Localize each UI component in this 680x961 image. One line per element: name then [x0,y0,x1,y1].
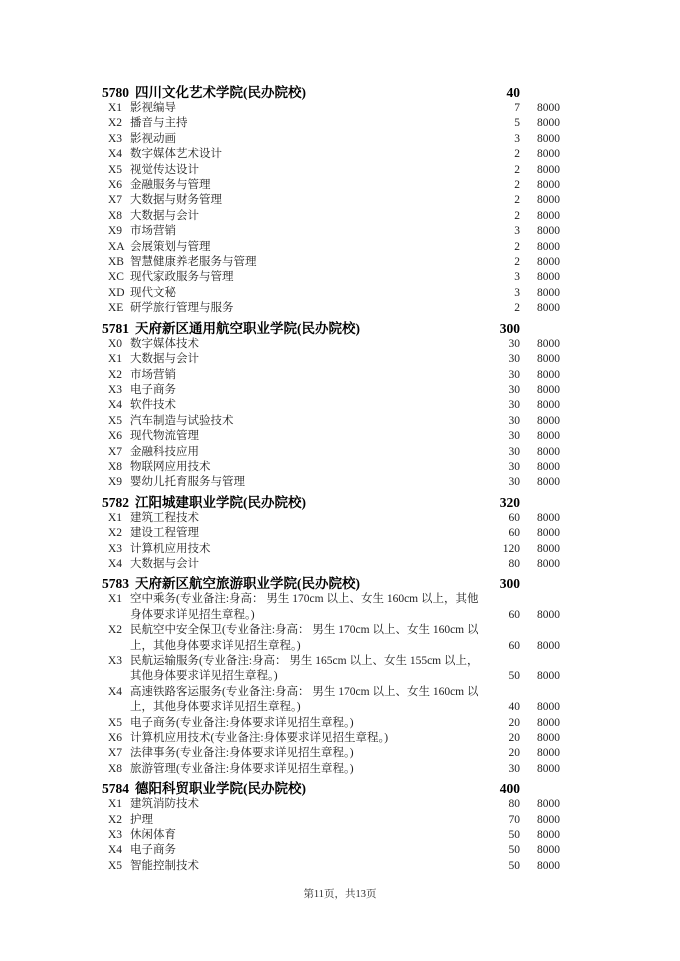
course-row [102,368,560,383]
course-row [102,557,560,572]
course-row [102,414,560,429]
course-name: 民航空中安全保卫(专业备注:身高： 男生 170cm 以上、女生 160cm 以上，其他身体要求详见招生章程。) [130,624,479,652]
course-fee: 8000 [537,271,560,284]
section-code: 5784 [102,781,129,797]
course-name: 智能控制技术 [130,859,199,872]
course-code: X8 [108,762,123,775]
course-count: 30 [508,762,520,775]
course-row [102,286,560,301]
course-row [102,746,560,761]
course-count: 80 [508,798,520,811]
course-code: X1 [108,511,123,524]
course-code: X2 [108,368,123,381]
course-fee: 8000 [537,383,560,396]
course-fee: 8000 [537,368,560,381]
course-name: 计算机应用技术(专业备注:身体要求详见招生章程。) [130,732,389,745]
course-code: X3 [108,655,123,667]
course-name: 市场营销 [130,225,176,238]
course-fee: 8000 [537,747,560,760]
course-row [102,352,560,367]
course-code: X6 [108,179,123,192]
course-fee: 8000 [537,542,560,555]
course-code: X1 [108,593,123,606]
course-row [102,116,560,131]
section-name: 德阳科贸职业学院(民办院校) [135,781,306,797]
course-count: 60 [508,511,520,524]
course-row [102,101,560,116]
course-code: X6 [108,430,123,443]
course-row [102,511,560,526]
course-name: 建设工程管理 [130,527,199,540]
section-header-row [102,494,560,511]
section-code: 5783 [102,576,129,592]
course-name: 计算机应用技术 [130,542,211,555]
course-code: X3 [108,542,123,555]
course-count: 30 [508,414,520,427]
course-name: 婴幼儿托育服务与管理 [130,476,245,489]
course-code: XE [108,302,124,315]
course-name: 会展策划与管理 [130,240,211,253]
course-count: 3 [514,132,520,145]
course-count: 2 [514,302,520,315]
page-footer: 第11页，共13页 [303,889,377,900]
course-count: 20 [508,716,520,729]
course-fee: 8000 [537,527,560,540]
course-row [102,813,560,828]
course-name: 大数据与财务管理 [130,194,222,207]
course-fee: 8000 [537,353,560,366]
course-code: X6 [108,732,123,745]
course-row [102,762,560,777]
course-row [102,147,560,162]
course-row [102,731,560,746]
course-code: X3 [108,383,123,396]
section-code: 5781 [102,320,129,336]
course-name: 影视编导 [130,102,176,114]
course-name: 智慧健康养老服务与管理 [130,256,257,269]
course-count: 30 [508,383,520,396]
course-code: X9 [108,225,123,238]
course-row [102,797,560,812]
course-count: 2 [514,148,520,161]
course-count: 30 [508,430,520,443]
course-count: 2 [514,209,520,222]
course-fee: 8000 [537,209,560,222]
course-fee: 8000 [537,639,560,652]
course-count: 120 [502,542,520,555]
course-count: 70 [508,813,520,826]
course-count: 50 [508,829,520,842]
course-count: 20 [508,732,520,745]
section-header-row [102,575,560,592]
course-fee: 8000 [537,511,560,524]
course-name: 空中乘务(专业备注:身高： 男生 170cm 以上、女生 160cm 以上，其他身体要求详见招生章程。) [130,593,479,621]
course-row [102,685,560,716]
course-code: X1 [108,102,123,114]
course-name: 播音与主持 [130,117,188,130]
course-row [102,383,560,398]
course-count: 30 [508,353,520,366]
course-fee: 8000 [537,701,560,714]
course-row [102,843,560,858]
course-fee: 8000 [537,399,560,412]
section-header-row [102,84,560,101]
course-code: X7 [108,194,123,207]
course-row [102,542,560,557]
course-name: 金融科技应用 [130,445,199,458]
course-name: 护理 [130,813,153,826]
course-name: 休闲体育 [130,829,176,842]
course-count: 30 [508,399,520,412]
course-row [102,337,560,352]
course-row [102,828,560,843]
course-code: X7 [108,445,123,458]
course-count: 30 [508,460,520,473]
course-row [102,255,560,270]
course-fee: 8000 [537,557,560,570]
section-name: 天府新区航空旅游职业学院(民办院校) [135,576,360,592]
course-row [102,224,560,239]
section-code: 5782 [102,494,129,510]
course-count: 50 [508,844,520,857]
course-code: X5 [108,716,123,729]
course-name: 视觉传达设计 [130,163,199,176]
course-fee: 8000 [537,179,560,192]
course-name: 市场营销 [130,368,176,381]
course-row [102,193,560,208]
course-code: X5 [108,414,123,427]
course-row [102,209,560,224]
course-count: 50 [508,859,520,872]
course-fee: 8000 [537,813,560,826]
course-code: X4 [108,148,123,161]
section-total: 300 [499,576,520,592]
course-count: 2 [514,163,520,176]
course-count: 80 [508,557,520,570]
plan-list [102,84,560,874]
course-fee: 8000 [537,844,560,857]
course-fee: 8000 [537,460,560,473]
course-row [102,445,560,460]
course-code: X5 [108,163,123,176]
course-row [102,592,560,623]
course-fee: 8000 [537,716,560,729]
course-name: 高速铁路客运服务(专业备注:身高： 男生 170cm 以上、女生 160cm 以上，其他身体要求详见招生章程。) [130,685,479,714]
course-row [102,460,560,475]
course-count: 3 [514,286,520,299]
course-row [102,270,560,285]
course-fee: 8000 [537,194,560,207]
course-name: 电子商务 [130,844,176,857]
course-name: 现代文秘 [130,286,176,299]
course-count: 30 [508,445,520,458]
course-count: 30 [508,337,520,350]
course-row [102,398,560,413]
section-code: 5780 [102,85,129,100]
course-row [102,301,560,316]
course-code: X2 [108,527,123,540]
course-fee: 8000 [537,302,560,315]
course-code: X2 [108,117,123,130]
course-fee: 8000 [537,762,560,775]
course-fee: 8000 [537,117,560,130]
course-row [102,178,560,193]
course-count: 5 [514,117,520,130]
course-fee: 8000 [537,476,560,489]
course-name: 民航运输服务(专业备注:身高： 男生 165cm 以上、女生 155cm 以上，其他身体要求详见招生章程。) [130,655,479,683]
course-name: 研学旅行管理与服务 [130,302,234,315]
course-count: 60 [508,608,520,621]
course-name: 旅游管理(专业备注:身体要求详见招生章程。) [130,762,354,775]
course-code: X4 [108,557,123,570]
course-fee: 8000 [537,732,560,745]
course-code: XD [108,286,125,299]
course-code: X8 [108,460,123,473]
course-fee: 8000 [537,256,560,269]
course-name: 大数据与会计 [130,209,199,222]
section-total: 400 [499,781,520,797]
course-code: X2 [108,624,123,637]
course-name: 物联网应用技术 [130,460,211,473]
course-count: 60 [508,639,520,652]
course-name: 汽车制造与试验技术 [130,414,234,427]
course-code: X4 [108,399,123,412]
section-header-row [102,320,560,337]
course-code: X4 [108,685,123,698]
course-code: X3 [108,132,123,145]
course-code: X3 [108,829,123,842]
course-fee: 8000 [537,859,560,872]
course-code: X1 [108,798,123,811]
course-name: 法律事务(专业备注:身体要求详见招生章程。) [130,747,354,760]
section-name: 江阳城建职业学院(民办院校) [135,494,306,510]
course-fee: 8000 [537,670,560,683]
course-row [102,429,560,444]
course-count: 60 [508,527,520,540]
course-name: 现代家政服务与管理 [130,271,234,284]
course-row [102,623,560,654]
course-name: 大数据与会计 [130,353,199,366]
course-name: 数字媒体艺术设计 [130,148,222,161]
course-code: X4 [108,844,123,857]
course-count: 2 [514,256,520,269]
course-count: 50 [508,670,520,683]
course-fee: 8000 [537,225,560,238]
course-count: 3 [514,225,520,238]
course-count: 30 [508,368,520,381]
course-code: X1 [108,353,123,366]
section-header-row [102,780,560,797]
course-code: XC [108,271,124,284]
course-fee: 8000 [537,829,560,842]
course-count: 7 [514,102,520,114]
course-row [102,654,560,685]
course-code: X2 [108,813,123,826]
course-code: X9 [108,476,123,489]
course-fee: 8000 [537,163,560,176]
course-name: 数字媒体技术 [130,337,199,350]
course-row [102,132,560,147]
course-fee: 8000 [537,430,560,443]
course-name: 建筑消防技术 [130,798,199,811]
course-fee: 8000 [537,286,560,299]
course-code: X7 [108,747,123,760]
course-fee: 8000 [537,798,560,811]
section-name: 四川文化艺术学院(民办院校) [135,85,306,100]
section-total: 40 [506,85,520,100]
course-row [102,526,560,541]
course-name: 软件技术 [130,399,176,412]
course-name: 影视动画 [130,132,176,145]
course-count: 20 [508,747,520,760]
course-row [102,475,560,490]
course-count: 30 [508,476,520,489]
course-code: X5 [108,859,123,872]
section-total: 300 [499,320,520,336]
course-count: 40 [508,701,520,714]
course-row [102,163,560,178]
course-name: 建筑工程技术 [130,511,199,524]
course-row [102,859,560,874]
course-count: 2 [514,179,520,192]
course-row [102,716,560,731]
course-name: 大数据与会计 [130,557,199,570]
course-name: 金融服务与管理 [130,179,211,192]
course-fee: 8000 [537,132,560,145]
course-fee: 8000 [537,148,560,161]
course-name: 电子商务(专业备注:身体要求详见招生章程。) [130,716,354,729]
course-row [102,240,560,255]
course-fee: 8000 [537,445,560,458]
course-count: 2 [514,194,520,207]
course-fee: 8000 [537,337,560,350]
course-name: 现代物流管理 [130,430,199,443]
course-fee: 8000 [537,608,560,621]
course-fee: 8000 [537,414,560,427]
course-code: X0 [108,337,123,350]
course-fee: 8000 [537,240,560,253]
course-fee: 8000 [537,102,560,114]
course-code: X8 [108,209,123,222]
course-count: 2 [514,240,520,253]
course-name: 电子商务 [130,383,176,396]
section-name: 天府新区通用航空职业学院(民办院校) [135,320,360,336]
course-code: XB [108,256,124,269]
course-count: 3 [514,271,520,284]
course-code: XA [108,240,125,253]
section-total: 320 [499,494,520,510]
